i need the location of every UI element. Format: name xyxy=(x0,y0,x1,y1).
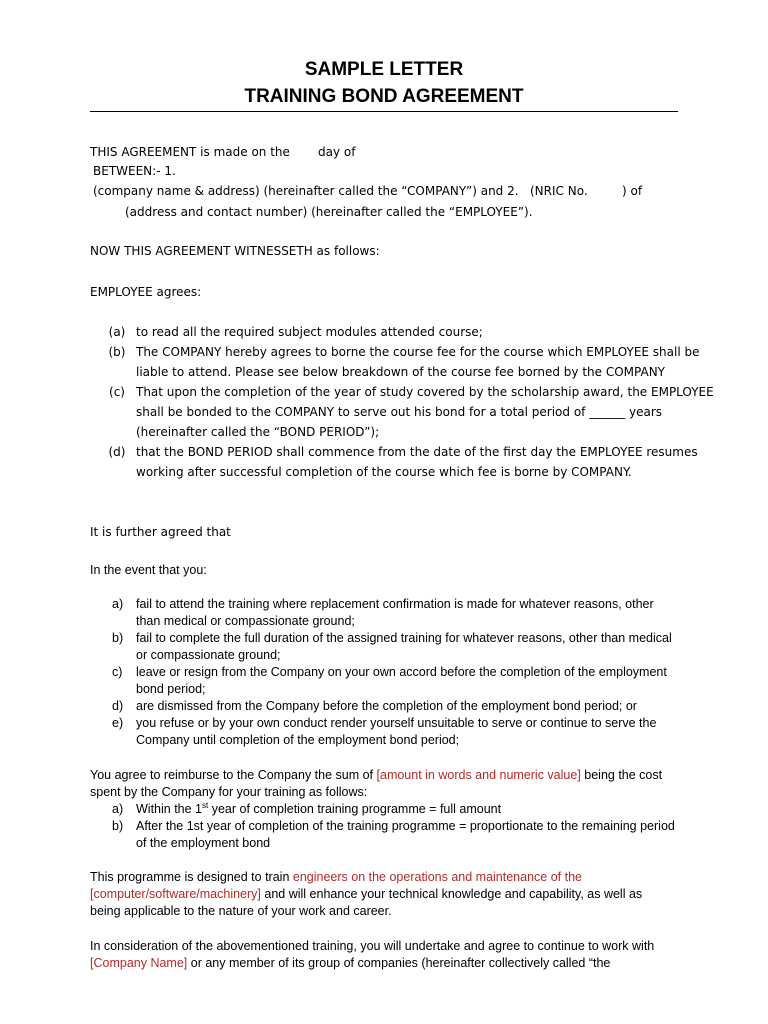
event-text: leave or resign from the Company on your own accord before the completion of the employment xyxy=(136,665,667,679)
event-text: Company until completion of the employment bond period; xyxy=(136,733,460,747)
clause-label: (b) xyxy=(108,345,126,359)
clause-text: that the BOND PERIOD shall commence from the date of the first day the EMPLOYEE resumes xyxy=(136,445,698,459)
clause-text: That upon the completion of the year of study covered by the scholarship award, the EMPLOYEE xyxy=(136,385,714,399)
event-text: are dismissed from the Company before the completion of the employment bond period; or xyxy=(136,699,637,713)
reimburse-label: a) xyxy=(112,802,124,816)
programme-placeholder: engineers on the operations and maintenance of the xyxy=(292,870,582,884)
event-label: a) xyxy=(112,597,124,611)
event-label: d) xyxy=(112,699,124,713)
consideration-line-2 xyxy=(90,955,610,972)
reimburse-text: of the employment bond xyxy=(136,836,271,850)
equipment-placeholder: [computer/software/machinery] xyxy=(90,887,261,901)
clause-label: (a) xyxy=(108,325,126,339)
consideration-line-1: In consideration of the abovementioned training, you will undertake and agree to continue to work with xyxy=(90,939,655,953)
witness-line: NOW THIS AGREEMENT WITNESSETH as follows: xyxy=(90,244,380,258)
title-underline xyxy=(90,111,678,112)
reimburse-line-2: spent by the Company for your training as follows: xyxy=(90,785,368,799)
reimburse-text: year of completion training programme = full amount xyxy=(208,802,502,816)
company-name-placeholder: [Company Name] xyxy=(90,956,188,970)
ordinal-suffix: st xyxy=(202,800,209,810)
clause-label: (c) xyxy=(109,385,125,399)
event-intro: In the event that you: xyxy=(90,563,207,577)
document-title: SAMPLE LETTER xyxy=(304,59,464,80)
clause-text: (hereinafter called the “BOND PERIOD”); xyxy=(136,425,380,439)
intro-line-3c: ) of xyxy=(622,184,643,198)
reimburse-text: You agree to reimburse to the Company the sum of xyxy=(90,768,377,782)
clause-text: shall be bonded to the COMPANY to serve out his bond for a total period of ______ years xyxy=(136,405,663,419)
intro-line-3a: (company name & address) (hereinafter called the “COMPANY”) and 2. xyxy=(93,184,519,198)
programme-text: and will enhance your technical knowledge and capability, as well as xyxy=(260,887,643,901)
further-agreed: It is further agreed that xyxy=(90,525,231,539)
intro-line-4: (address and contact number) (hereinafter called the “EMPLOYEE”). xyxy=(125,205,533,219)
event-label: b) xyxy=(112,631,124,645)
reimburse-label: b) xyxy=(112,819,124,833)
event-text: or compassionate ground; xyxy=(136,648,281,662)
programme-text: This programme is designed to train xyxy=(90,870,293,884)
consideration-text: or any member of its group of companies (hereinafter collectively called “the xyxy=(187,956,611,970)
programme-line-3: being applicable to the nature of your work and career. xyxy=(90,904,392,918)
reimburse-line-1 xyxy=(90,767,662,784)
event-text: you refuse or by your own conduct render yourself unsuitable to serve or continue to serve the xyxy=(136,716,657,730)
amount-placeholder: [amount in words and numeric value] xyxy=(376,768,581,782)
clause-text: The COMPANY hereby agrees to borne the course fee for the course which EMPLOYEE shall be xyxy=(136,345,700,359)
reimburse-text: After the 1st year of completion of the training programme = proportionate to the remaining period xyxy=(136,819,675,833)
event-label: e) xyxy=(112,716,124,730)
intro-line-2: BETWEEN:- 1. xyxy=(93,164,176,178)
employee-agrees: EMPLOYEE agrees: xyxy=(90,285,202,299)
programme-line-1 xyxy=(90,869,582,886)
programme-line-2 xyxy=(90,886,642,903)
document-subtitle: TRAINING BOND AGREEMENT xyxy=(244,86,524,107)
reimburse-text: being the cost xyxy=(580,768,663,782)
clause-label: (d) xyxy=(108,445,126,459)
event-label: c) xyxy=(112,665,123,679)
clause-text: working after successful completion of the course which fee is borne by COMPANY. xyxy=(136,465,632,479)
intro-line-1b: day of xyxy=(318,145,356,159)
clause-text: liable to attend. Please see below breakdown of the course fee borned by the COMPANY xyxy=(136,365,666,379)
reimburse-text: Within the 1 xyxy=(136,802,203,816)
event-text: fail to attend the training where replacement confirmation is made for whatever reasons, other xyxy=(136,597,654,611)
clause-text: to read all the required subject modules attended course; xyxy=(136,325,483,339)
event-text: bond period; xyxy=(136,682,206,696)
intro-line-1a: THIS AGREEMENT is made on the xyxy=(90,145,290,159)
intro-line-3b: (NRIC No. xyxy=(530,184,588,198)
event-text: than medical or compassionate ground; xyxy=(136,614,355,628)
event-text: fail to complete the full duration of the assigned training for whatever reasons, other than medical xyxy=(136,631,672,645)
